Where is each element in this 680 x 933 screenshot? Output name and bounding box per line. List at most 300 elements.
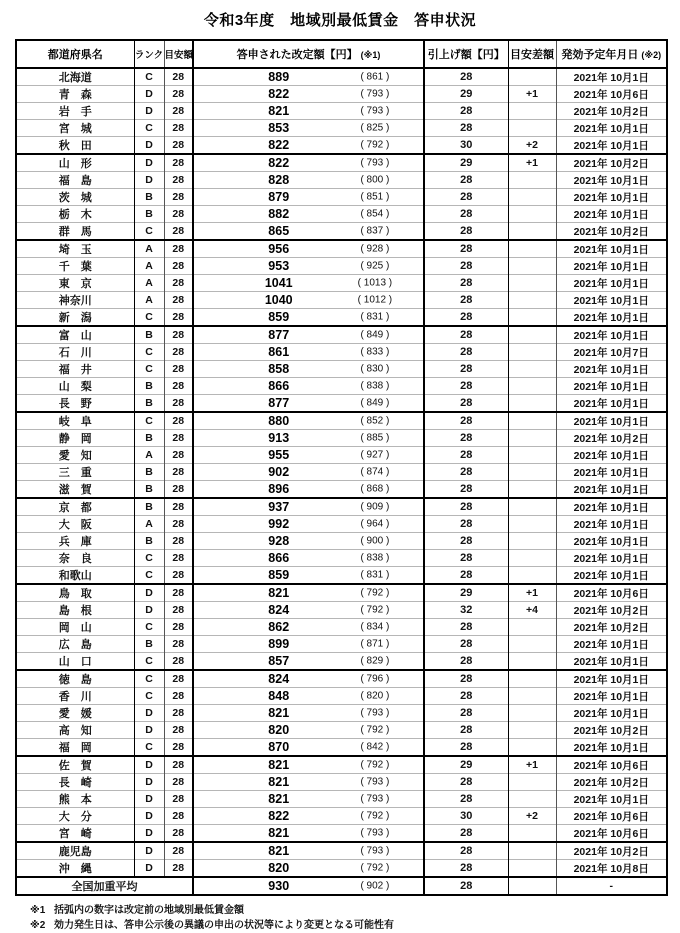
effective-date-cell: 2021年 10月7日: [556, 344, 667, 361]
raise-amount-cell: 28: [424, 326, 508, 344]
effective-date-cell: 2021年 10月1日: [556, 258, 667, 275]
guide-diff-cell: [508, 258, 556, 275]
prefecture-name-cell: 滋 賀: [58, 484, 92, 496]
revised-amount-cell: [193, 567, 424, 585]
effective-date-cell: 2021年 10月1日: [556, 326, 667, 344]
table-row: [16, 223, 667, 241]
rank-cell: C: [134, 653, 164, 671]
prefecture-name-cell: 石 川: [58, 347, 92, 359]
average-guide-diff-cell: [508, 877, 556, 895]
revised-amount: 992: [268, 517, 290, 531]
raise-amount-cell: 29: [424, 86, 508, 103]
rank-cell: C: [134, 120, 164, 137]
raise-amount-cell: 28: [424, 344, 508, 361]
raise-amount-cell: 28: [424, 412, 508, 430]
prefecture-name-cell: 広 島: [58, 639, 92, 651]
rank-cell: B: [134, 378, 164, 395]
table-row: [16, 137, 667, 155]
prefecture-name-cell: 栃 木: [58, 209, 92, 221]
revised-amount-cell: [193, 154, 424, 172]
page-title: 令和3年度 地域別最低賃金 答申状況: [203, 12, 477, 29]
prefecture-name-cell: 山 梨: [58, 381, 92, 393]
effective-date-cell: 2021年 10月8日: [556, 860, 667, 878]
table-row: [16, 86, 667, 103]
table-footer: [16, 877, 667, 895]
table-row: [16, 395, 667, 413]
effective-date-cell: 2021年 10月1日: [556, 240, 667, 258]
prefecture-name-cell: 茨 城: [58, 192, 92, 204]
revised-amount: 882: [268, 207, 290, 221]
table-row: [16, 189, 667, 206]
rank-cell: C: [134, 567, 164, 585]
previous-amount: ( 793 ): [360, 845, 390, 857]
table-row: [16, 68, 667, 86]
col-prefecture-header: 都道府県名: [47, 49, 103, 61]
col-revised-amount-header: [193, 40, 424, 68]
raise-amount-cell: 28: [424, 68, 508, 86]
revised-amount: 899: [268, 637, 290, 651]
guide-amount-cell: 28: [164, 481, 193, 499]
prefecture-name-cell: 群 馬: [58, 226, 92, 238]
previous-amount: ( 838 ): [360, 552, 390, 564]
effective-date-cell: 2021年 10月6日: [556, 584, 667, 602]
guide-amount-cell: 28: [164, 68, 193, 86]
prefecture-name-cell: 福 井: [58, 364, 92, 376]
previous-amount: ( 925 ): [360, 260, 390, 272]
guide-amount-cell: 28: [164, 395, 193, 413]
guide-amount-cell: 28: [164, 688, 193, 705]
raise-amount-cell: 28: [424, 619, 508, 636]
effective-date-cell: 2021年 10月1日: [556, 189, 667, 206]
revised-amount: 822: [268, 809, 290, 823]
guide-diff-cell: +2: [508, 808, 556, 825]
effective-date-cell: 2021年 10月1日: [556, 137, 667, 155]
effective-date-cell: 2021年 10月2日: [556, 154, 667, 172]
revised-amount: 937: [268, 500, 290, 514]
prefecture-name-cell: 北海道: [58, 72, 92, 84]
revised-amount-cell: [193, 808, 424, 825]
revised-amount: 821: [268, 758, 290, 772]
table-body: [16, 68, 667, 877]
revised-amount: 1040: [264, 293, 293, 307]
guide-diff-cell: [508, 464, 556, 481]
previous-amount: ( 792 ): [360, 139, 390, 151]
revised-amount-cell: [193, 550, 424, 567]
table-row: [16, 172, 667, 189]
prefecture-name-cell: 長 野: [58, 398, 92, 410]
raise-amount-cell: 28: [424, 309, 508, 327]
table-row: [16, 309, 667, 327]
raise-amount-cell: 28: [424, 481, 508, 499]
raise-amount-cell: 28: [424, 240, 508, 258]
table-row: [16, 602, 667, 619]
revised-amount: 824: [268, 672, 290, 686]
previous-amount: ( 793 ): [360, 776, 390, 788]
rank-cell: D: [134, 722, 164, 739]
col-effective-date-header: [556, 40, 667, 68]
prefecture-name-cell: 島 根: [58, 605, 92, 617]
previous-amount: ( 900 ): [360, 535, 390, 547]
table-row: [16, 275, 667, 292]
guide-amount-cell: 28: [164, 275, 193, 292]
revised-amount-cell: [193, 584, 424, 602]
guide-amount-cell: 28: [164, 120, 193, 137]
guide-amount-cell: 28: [164, 189, 193, 206]
revised-amount: 820: [268, 861, 290, 875]
prefecture-name-cell: 東 京: [58, 278, 92, 290]
previous-amount: ( 838 ): [360, 380, 390, 392]
effective-date-cell: 2021年 10月6日: [556, 825, 667, 843]
guide-diff-cell: +1: [508, 584, 556, 602]
guide-diff-cell: [508, 670, 556, 688]
revised-amount: 848: [268, 689, 290, 703]
guide-diff-cell: +4: [508, 602, 556, 619]
revised-amount-cell: [193, 842, 424, 860]
revised-amount: 822: [268, 156, 290, 170]
document-page: [0, 9, 680, 931]
previous-amount: ( 793 ): [360, 793, 390, 805]
table-row: [16, 705, 667, 722]
previous-amount: ( 792 ): [360, 587, 390, 599]
guide-amount-cell: 28: [164, 670, 193, 688]
rank-cell: C: [134, 550, 164, 567]
guide-amount-cell: 28: [164, 774, 193, 791]
guide-amount-cell: 28: [164, 137, 193, 155]
revised-amount-cell: [193, 722, 424, 739]
prefecture-name-cell: 愛 媛: [58, 708, 92, 720]
guide-amount-cell: 28: [164, 739, 193, 757]
raise-amount-cell: 28: [424, 275, 508, 292]
prefecture-name-cell: 岡 山: [58, 622, 92, 634]
effective-date-cell: 2021年 10月1日: [556, 412, 667, 430]
revised-amount: 821: [268, 844, 290, 858]
guide-amount-cell: 28: [164, 240, 193, 258]
revised-amount: 858: [268, 362, 290, 376]
effective-date-cell: 2021年 10月2日: [556, 774, 667, 791]
guide-diff-cell: [508, 825, 556, 843]
effective-date-cell: 2021年 10月1日: [556, 688, 667, 705]
rank-cell: D: [134, 860, 164, 878]
guide-amount-cell: 28: [164, 86, 193, 103]
effective-date-cell: 2021年 10月1日: [556, 653, 667, 671]
revised-amount-cell: [193, 309, 424, 327]
previous-amount: ( 793 ): [360, 88, 390, 100]
raise-amount-cell: 28: [424, 172, 508, 189]
previous-amount: ( 831 ): [360, 311, 390, 323]
revised-amount: 913: [268, 431, 290, 445]
revised-amount: 821: [268, 826, 290, 840]
revised-amount-cell: [193, 670, 424, 688]
previous-amount: ( 874 ): [360, 466, 390, 478]
table-row: [16, 739, 667, 757]
prefecture-name-cell: 埼 玉: [58, 244, 92, 256]
revised-amount: 896: [268, 482, 290, 496]
table-row: [16, 412, 667, 430]
revised-amount-cell: [193, 860, 424, 878]
prefecture-name-cell: 静 岡: [58, 433, 92, 445]
rank-cell: B: [134, 636, 164, 653]
effective-date-cell: 2021年 10月1日: [556, 120, 667, 137]
previous-amount: ( 796 ): [360, 673, 390, 685]
guide-diff-cell: [508, 447, 556, 464]
guide-diff-cell: [508, 653, 556, 671]
revised-amount-cell: [193, 258, 424, 275]
guide-diff-cell: +1: [508, 154, 556, 172]
table-row: [16, 533, 667, 550]
guide-amount-cell: 28: [164, 103, 193, 120]
rank-cell: D: [134, 808, 164, 825]
previous-amount: ( 800 ): [360, 174, 390, 186]
raise-amount-cell: 29: [424, 756, 508, 774]
guide-diff-cell: [508, 774, 556, 791]
previous-amount: ( 834 ): [360, 621, 390, 633]
guide-diff-cell: [508, 240, 556, 258]
effective-date-cell: 2021年 10月2日: [556, 842, 667, 860]
guide-amount-cell: 28: [164, 842, 193, 860]
previous-amount: ( 793 ): [360, 105, 390, 117]
revised-amount: 861: [268, 345, 290, 359]
rank-cell: C: [134, 344, 164, 361]
guide-diff-cell: [508, 533, 556, 550]
guide-amount-cell: 28: [164, 653, 193, 671]
revised-amount-cell: [193, 240, 424, 258]
previous-amount: ( 885 ): [360, 432, 390, 444]
table-row: [16, 378, 667, 395]
effective-date-cell: 2021年 10月1日: [556, 292, 667, 309]
guide-diff-cell: [508, 378, 556, 395]
guide-amount-cell: 28: [164, 412, 193, 430]
rank-cell: C: [134, 619, 164, 636]
prefecture-name-cell: 富 山: [58, 330, 92, 342]
guide-diff-cell: [508, 309, 556, 327]
table-row: [16, 120, 667, 137]
previous-amount: ( 851 ): [360, 191, 390, 203]
previous-amount: ( 837 ): [360, 225, 390, 237]
guide-amount-cell: 28: [164, 636, 193, 653]
raise-amount-cell: 28: [424, 791, 508, 808]
raise-amount-cell: 29: [424, 154, 508, 172]
previous-amount: ( 792 ): [360, 724, 390, 736]
revised-amount: 821: [268, 706, 290, 720]
previous-amount: ( 830 ): [360, 363, 390, 375]
effective-date-cell: 2021年 10月1日: [556, 309, 667, 327]
revised-amount-cell: [193, 86, 424, 103]
prefecture-name-cell: 宮 崎: [58, 828, 92, 840]
guide-diff-cell: [508, 223, 556, 241]
guide-amount-cell: 28: [164, 567, 193, 585]
table-row: [16, 774, 667, 791]
col-effective-date-note: (※2): [641, 50, 662, 60]
rank-cell: B: [134, 464, 164, 481]
table-row: [16, 154, 667, 172]
table-row: [16, 842, 667, 860]
revised-amount: 821: [268, 775, 290, 789]
raise-amount-cell: 28: [424, 533, 508, 550]
effective-date-cell: 2021年 10月1日: [556, 705, 667, 722]
previous-amount: ( 793 ): [360, 827, 390, 839]
raise-amount-cell: 28: [424, 430, 508, 447]
revised-amount: 880: [268, 414, 290, 428]
raise-amount-cell: 28: [424, 670, 508, 688]
revised-amount-cell: [193, 602, 424, 619]
previous-amount: ( 927 ): [360, 449, 390, 461]
raise-amount-cell: 29: [424, 584, 508, 602]
effective-date-cell: 2021年 10月1日: [556, 172, 667, 189]
prefecture-name-cell: 千 葉: [58, 261, 92, 273]
guide-diff-cell: [508, 412, 556, 430]
table-row: [16, 791, 667, 808]
revised-amount-cell: [193, 172, 424, 189]
guide-diff-cell: [508, 344, 556, 361]
guide-amount-cell: 28: [164, 326, 193, 344]
revised-amount: 820: [268, 723, 290, 737]
revised-amount: 956: [268, 242, 290, 256]
prefecture-name-cell: 三 重: [58, 467, 92, 479]
prefecture-name-cell: 京 都: [58, 502, 92, 514]
revised-amount-cell: [193, 688, 424, 705]
rank-cell: C: [134, 309, 164, 327]
guide-amount-cell: 28: [164, 154, 193, 172]
table-row: [16, 447, 667, 464]
previous-amount: ( 792 ): [360, 759, 390, 771]
prefecture-name-cell: 大 分: [58, 811, 92, 823]
revised-amount-cell: [193, 739, 424, 757]
guide-diff-cell: [508, 636, 556, 653]
guide-amount-cell: 28: [164, 533, 193, 550]
table-row: [16, 636, 667, 653]
rank-cell: D: [134, 137, 164, 155]
average-revised-amount-cell: [193, 877, 424, 895]
revised-amount-cell: [193, 326, 424, 344]
effective-date-cell: 2021年 10月1日: [556, 498, 667, 516]
prefecture-name-cell: 岐 阜: [58, 416, 92, 428]
guide-amount-cell: 28: [164, 705, 193, 722]
table-row: [16, 670, 667, 688]
revised-amount: 879: [268, 190, 290, 204]
effective-date-cell: 2021年 10月1日: [556, 550, 667, 567]
previous-amount: ( 852 ): [360, 415, 390, 427]
revised-amount: 870: [268, 740, 290, 754]
guide-amount-cell: 28: [164, 361, 193, 378]
prefecture-name-cell: 高 知: [58, 725, 92, 737]
guide-amount-cell: 28: [164, 808, 193, 825]
guide-diff-cell: [508, 705, 556, 722]
table-row: [16, 481, 667, 499]
guide-diff-cell: [508, 172, 556, 189]
guide-amount-cell: 28: [164, 378, 193, 395]
raise-amount-cell: 28: [424, 103, 508, 120]
guide-diff-cell: [508, 481, 556, 499]
raise-amount-cell: 32: [424, 602, 508, 619]
effective-date-cell: 2021年 10月1日: [556, 670, 667, 688]
rank-cell: C: [134, 361, 164, 378]
revised-amount: 821: [268, 104, 290, 118]
guide-diff-cell: [508, 120, 556, 137]
rank-cell: C: [134, 223, 164, 241]
guide-amount-cell: 28: [164, 516, 193, 533]
prefecture-name-cell: 岩 手: [58, 106, 92, 118]
effective-date-cell: 2021年 10月1日: [556, 567, 667, 585]
raise-amount-cell: 28: [424, 739, 508, 757]
header-row: [16, 40, 667, 68]
prefecture-name-cell: 山 口: [58, 656, 92, 668]
revised-amount-cell: [193, 481, 424, 499]
guide-amount-cell: 28: [164, 498, 193, 516]
prefecture-name-cell: 青 森: [58, 89, 92, 101]
effective-date-cell: 2021年 10月2日: [556, 430, 667, 447]
rank-cell: A: [134, 258, 164, 275]
guide-diff-cell: [508, 206, 556, 223]
guide-amount-cell: 28: [164, 619, 193, 636]
previous-amount: ( 825 ): [360, 122, 390, 134]
raise-amount-cell: 28: [424, 464, 508, 481]
table-row: [16, 860, 667, 878]
effective-date-cell: 2021年 10月6日: [556, 808, 667, 825]
rank-cell: C: [134, 670, 164, 688]
revised-amount-cell: [193, 275, 424, 292]
raise-amount-cell: 28: [424, 498, 508, 516]
guide-amount-cell: 28: [164, 464, 193, 481]
guide-diff-cell: +1: [508, 756, 556, 774]
table-row: [16, 722, 667, 739]
table-row: [16, 688, 667, 705]
table-row: [16, 653, 667, 671]
rank-cell: A: [134, 516, 164, 533]
table-row: [16, 808, 667, 825]
rank-cell: B: [134, 498, 164, 516]
effective-date-cell: 2021年 10月2日: [556, 619, 667, 636]
table-row: [16, 756, 667, 774]
revised-amount: 865: [268, 224, 290, 238]
previous-amount: ( 820 ): [360, 690, 390, 702]
average-effective-date-cell: -: [556, 877, 667, 895]
revised-amount: 955: [268, 448, 290, 462]
effective-date-cell: 2021年 10月1日: [556, 447, 667, 464]
table-row: [16, 498, 667, 516]
guide-diff-cell: [508, 275, 556, 292]
prefecture-name-cell: 新 潟: [58, 312, 92, 324]
revised-amount-cell: [193, 292, 424, 309]
col-effective-date-label: 発効予定年月日: [561, 49, 639, 61]
col-raise-amount-header: 引上げ額【円】: [424, 40, 508, 68]
rank-cell: B: [134, 206, 164, 223]
raise-amount-cell: 28: [424, 653, 508, 671]
effective-date-cell: 2021年 10月2日: [556, 223, 667, 241]
rank-cell: D: [134, 584, 164, 602]
raise-amount-cell: 28: [424, 722, 508, 739]
guide-amount-cell: 28: [164, 584, 193, 602]
footnote-2-text: 効力発生日は、答申公示後の異議の申出の状況等により変更となる可能性有: [54, 920, 394, 931]
raise-amount-cell: 28: [424, 705, 508, 722]
col-rank-header: ランク: [134, 40, 164, 68]
guide-diff-cell: +1: [508, 86, 556, 103]
effective-date-cell: 2021年 10月1日: [556, 791, 667, 808]
guide-amount-cell: 28: [164, 223, 193, 241]
table-row: [16, 361, 667, 378]
revised-amount: 928: [268, 534, 290, 548]
effective-date-cell: 2021年 10月1日: [556, 378, 667, 395]
table-row: [16, 825, 667, 843]
rank-cell: C: [134, 739, 164, 757]
effective-date-cell: 2021年 10月1日: [556, 395, 667, 413]
rank-cell: B: [134, 189, 164, 206]
effective-date-cell: 2021年 10月1日: [556, 516, 667, 533]
footnote-2-mark: ※2: [30, 920, 46, 931]
previous-amount: ( 964 ): [360, 518, 390, 530]
revised-amount: 822: [268, 87, 290, 101]
previous-amount: ( 793 ): [360, 157, 390, 169]
revised-amount-cell: [193, 412, 424, 430]
